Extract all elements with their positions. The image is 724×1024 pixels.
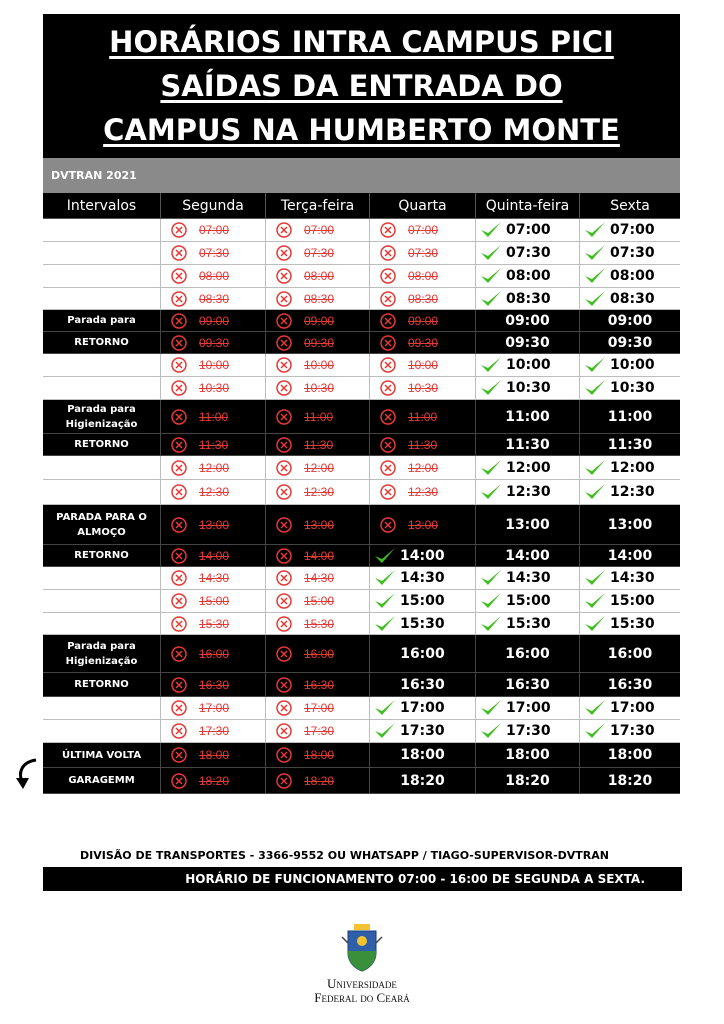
cancel-icon: [276, 409, 292, 425]
cancel-icon: [171, 723, 187, 739]
check-icon: [374, 699, 396, 717]
table-row: 12:00 12:00 12:00 12:00 12:00: [43, 456, 680, 480]
table-row: 17:00 17:00 17:00 17:00 17:00: [43, 697, 680, 720]
check-icon: [480, 483, 502, 501]
col-header-quarta: Quarta: [369, 193, 475, 219]
check-icon: [480, 244, 502, 262]
cancel-icon: [171, 313, 187, 329]
col-header-quinta: Quinta-feira: [475, 193, 579, 219]
title-line-1: HORÁRIOS INTRA CAMPUS PICI: [109, 25, 614, 59]
cancel-icon: [380, 313, 396, 329]
cancel-icon: [380, 291, 396, 307]
label-retorno: RETORNO: [43, 673, 160, 697]
cancel-icon: [171, 460, 187, 476]
return-arrow-icon: [14, 756, 42, 794]
check-icon: [480, 699, 502, 717]
col-header-segunda: Segunda: [160, 193, 265, 219]
table-row: 10:00 10:00 10:00 10:00 10:00: [43, 354, 680, 377]
contact-info: DIVISÃO DE TRANSPORTES - 3366-9552 OU WHATSAPP / TIAGO-SUPERVISOR-DVTRAN: [80, 849, 609, 862]
check-icon: [584, 221, 606, 239]
check-icon: [374, 722, 396, 740]
cancel-icon: [276, 677, 292, 693]
cancel-icon: [380, 245, 396, 261]
cancel-icon: [276, 517, 292, 533]
check-icon: [584, 615, 606, 633]
table-row: 08:00 08:00 08:00 08:00 08:00: [43, 265, 680, 288]
check-icon: [584, 699, 606, 717]
university-name-line-1: Universidade: [327, 976, 397, 991]
cancel-icon: [380, 484, 396, 500]
title-line-2: SAÍDAS DA ENTRADA DO: [160, 69, 563, 103]
page-title: [43, 14, 680, 158]
cancel-icon: [276, 245, 292, 261]
table-row: 07:00 07:00 07:00 07:00 07:00: [43, 219, 680, 242]
table-row: PARADA PARA O ALMOÇO 13:00 13:00 13:00 13:00 13:00: [43, 505, 680, 545]
cancel-icon: [171, 291, 187, 307]
cancel-icon: [276, 222, 292, 238]
cancel-icon: [171, 677, 187, 693]
check-icon: [584, 459, 606, 477]
label-retorno: RETORNO: [43, 434, 160, 456]
table-row: RETORNO 11:30 11:30 11:30 11:30 11:30: [43, 434, 680, 456]
university-crest-icon: [340, 923, 384, 973]
check-icon: [480, 722, 502, 740]
cancel-icon: [276, 570, 292, 586]
cancel-icon: [276, 380, 292, 396]
operating-hours-bar: HORÁRIO DE FUNCIONAMENTO 07:00 - 16:00 DE SEGUNDA A SEXTA.: [43, 867, 682, 891]
cancel-icon: [276, 335, 292, 351]
cancel-icon: [171, 517, 187, 533]
table-row: 15:30 15:30 15:30 15:30 15:30: [43, 613, 680, 635]
check-icon: [480, 290, 502, 308]
check-icon: [584, 267, 606, 285]
cancel-icon: [380, 517, 396, 533]
cancel-icon: [171, 380, 187, 396]
table-row: RETORNO 16:30 16:30 16:30 16:30 16:30: [43, 673, 680, 697]
check-icon: [480, 592, 502, 610]
cancel-icon: [171, 646, 187, 662]
check-icon: [584, 244, 606, 262]
check-icon: [584, 290, 606, 308]
check-icon: [374, 569, 396, 587]
cancel-icon: [276, 484, 292, 500]
cancel-icon: [380, 380, 396, 396]
cancel-icon: [276, 593, 292, 609]
check-icon: [584, 592, 606, 610]
cancel-icon: [380, 268, 396, 284]
subtitle-bar: DVTRAN 2021: [43, 158, 680, 193]
table-row: GARAGEMM 18:20 18:20 18:20 18:20 18:20: [43, 768, 680, 794]
cancel-icon: [276, 313, 292, 329]
check-icon: [584, 569, 606, 587]
schedule-table: [43, 193, 680, 794]
table-row: RETORNO 09:30 09:30 09:30 09:30 09:30: [43, 332, 680, 354]
cancel-icon: [276, 616, 292, 632]
cancel-icon: [276, 437, 292, 453]
cancel-icon: [276, 268, 292, 284]
cancel-icon: [380, 222, 396, 238]
table-row: Parada para 09:00 09:00 09:00 09:00 09:00: [43, 310, 680, 332]
label-retorno: RETORNO: [43, 545, 160, 567]
cancel-icon: [276, 747, 292, 763]
cancel-icon: [171, 245, 187, 261]
cancel-icon: [276, 291, 292, 307]
check-icon: [374, 547, 396, 565]
cancel-icon: [380, 460, 396, 476]
check-icon: [480, 569, 502, 587]
label-parada-higienizacao: Parada para Higienização: [43, 635, 160, 673]
cancel-icon: [380, 437, 396, 453]
check-icon: [374, 615, 396, 633]
col-header-terca: Terça-feira: [265, 193, 369, 219]
table-row: 15:00 15:00 15:00 15:00 15:00: [43, 590, 680, 613]
check-icon: [374, 592, 396, 610]
cancel-icon: [276, 548, 292, 564]
col-header-intervalos: Intervalos: [43, 193, 160, 219]
cancel-icon: [171, 548, 187, 564]
check-icon: [480, 356, 502, 374]
cancel-icon: [171, 616, 187, 632]
cancel-icon: [276, 646, 292, 662]
table-row: 14:30 14:30 14:30 14:30 14:30: [43, 567, 680, 590]
cancel-icon: [171, 484, 187, 500]
check-icon: [480, 267, 502, 285]
label-garagem: GARAGEMM: [43, 768, 160, 794]
table-row: Parada para Higienização 16:00 16:00 16:00 16:00 16:00: [43, 635, 680, 673]
table-row: 08:30 08:30 08:30 08:30 08:30: [43, 288, 680, 310]
cancel-icon: [171, 570, 187, 586]
cancel-icon: [171, 222, 187, 238]
cancel-icon: [380, 409, 396, 425]
title-line-3: CAMPUS NA HUMBERTO MONTE: [103, 113, 620, 147]
check-icon: [584, 356, 606, 374]
cancel-icon: [171, 357, 187, 373]
table-row: ÚLTIMA VOLTA 18:00 18:00 18:00 18:00 18:00: [43, 743, 680, 768]
cancel-icon: [171, 593, 187, 609]
cancel-icon: [171, 335, 187, 351]
table-row: 17:30 17:30 17:30 17:30 17:30: [43, 720, 680, 743]
label-parada-almoco: PARADA PARA O ALMOÇO: [43, 505, 160, 545]
table-row: Parada para Higienização 11:00 11:00 11:00 11:00 11:00: [43, 400, 680, 434]
cancel-icon: [380, 357, 396, 373]
cancel-icon: [276, 723, 292, 739]
university-name-line-2: Federal do Ceará: [314, 990, 410, 1005]
cancel-icon: [171, 773, 187, 789]
check-icon: [584, 722, 606, 740]
table-row: RETORNO 14:00 14:00 14:00 14:00 14:00: [43, 545, 680, 567]
table-header-row: [43, 193, 680, 219]
cancel-icon: [171, 409, 187, 425]
table-row: 12:30 12:30 12:30 12:30 12:30: [43, 480, 680, 505]
cancel-icon: [276, 700, 292, 716]
table-row: 10:30 10:30 10:30 10:30 10:30: [43, 377, 680, 400]
cancel-icon: [276, 460, 292, 476]
label-ultima-volta: ÚLTIMA VOLTA: [43, 743, 160, 768]
label-parada-higienizacao: Parada para Higienização: [43, 400, 160, 434]
cancel-icon: [380, 335, 396, 351]
cancel-icon: [276, 773, 292, 789]
check-icon: [480, 379, 502, 397]
cancel-icon: [276, 357, 292, 373]
table-row: 07:30 07:30 07:30 07:30 07:30: [43, 242, 680, 265]
check-icon: [480, 221, 502, 239]
cancel-icon: [171, 268, 187, 284]
cancel-icon: [171, 437, 187, 453]
label-parada-para: Parada para: [43, 310, 160, 332]
check-icon: [480, 615, 502, 633]
check-icon: [584, 483, 606, 501]
cancel-icon: [171, 747, 187, 763]
check-icon: [480, 459, 502, 477]
check-icon: [584, 379, 606, 397]
cancel-icon: [171, 700, 187, 716]
label-retorno: RETORNO: [43, 332, 160, 354]
col-header-sexta: Sexta: [579, 193, 680, 219]
